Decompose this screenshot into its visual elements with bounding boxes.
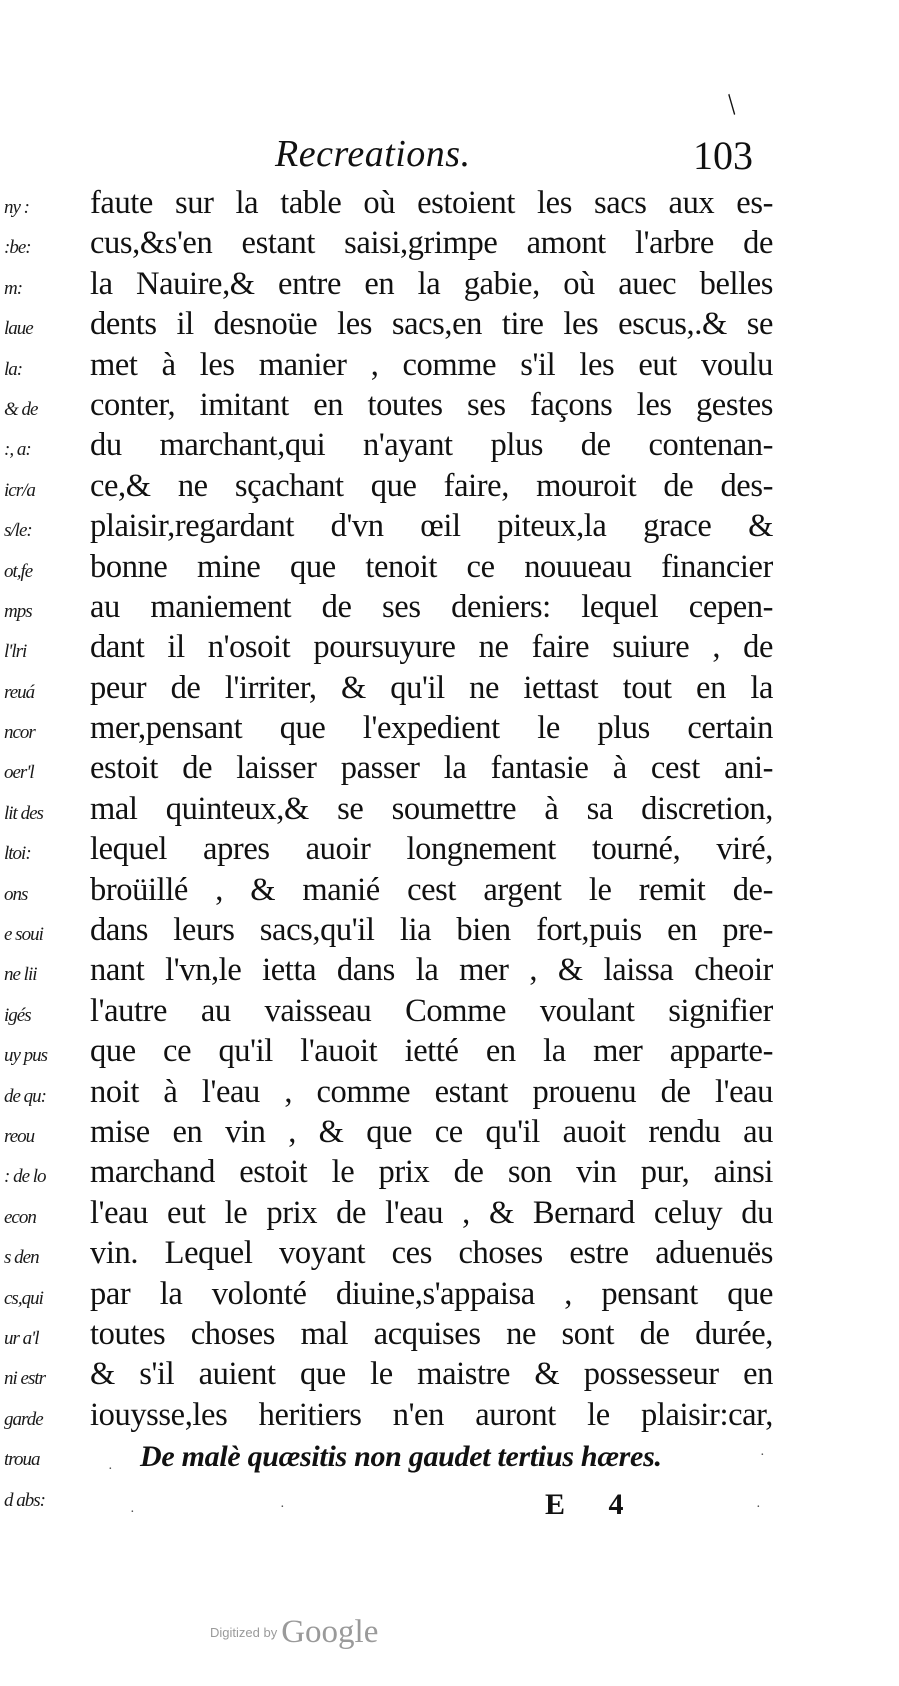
text-line: plaisir,regardant d'vn œil piteux,la grace & [90,508,773,545]
text-line: que ce qu'il l'auoit ietté en la mer apparte- [90,1033,773,1070]
margin-fragment: & de [4,398,38,420]
signature-mark: E 4 [545,1488,642,1521]
text-line: au maniement de ses deniers: lequel cepen- [90,588,773,625]
margin-fragment: s den [4,1247,39,1269]
text-line: la Nauire,& entre en la gabie, où auec belles [90,265,773,302]
text-line: peur de l'irriter, & qu'il ne iettast tout en la [90,669,773,706]
text-line: dans leurs sacs,qu'il lia bien fort,puis en pre- [90,912,773,949]
margin-fragment: ltoi: [4,843,31,865]
text-line: l'eau eut le prix de l'eau , & Bernard celuy du [90,1194,773,1231]
text-line: mer,pensant que l'expedient le plus certain [90,710,773,747]
text-line: par la volonté diuine,s'appaisa , pensant que [90,1275,773,1312]
digitization-watermark [210,1614,378,1651]
text-line: nant l'vn,le ietta dans la mer , & laissa cheoir [90,952,773,989]
text-line: met à les manier , comme s'il les eut voulu [90,346,773,383]
margin-fragment: icr/a [4,479,35,501]
margin-fragment: cs,qui [4,1287,43,1309]
ink-speck: · [108,1462,113,1477]
margin-fragment: la: [4,358,23,380]
text-line: lequel apres auoir longnement tourné, viré, [90,831,773,868]
ink-speck: · [280,1500,285,1515]
text-line: mise en vin , & que ce qu'il auoit rendu au [90,1113,773,1150]
margin-fragment: m: [4,277,23,299]
margin-fragment: ncor [4,722,35,744]
text-line: faute sur la table où estoient les sacs aux es- [90,185,773,221]
watermark-prefix: Digitized by [210,1625,278,1640]
margin-fragment: reuá [4,681,35,703]
margin-fragment: igés [4,1004,31,1026]
margin-fragment: ny : [4,197,30,218]
margin-fragment: ne lii [4,964,37,986]
text-line: ce,& ne sçachant que faire, mouroit de des- [90,467,773,504]
margin-fragment: reou [4,1125,35,1147]
page-number: 103 [693,133,753,178]
latin-quote: De malè quæsitis non gaudet tertius hæres. [140,1440,662,1473]
margin-fragment: d abs: [4,1489,45,1511]
text-line: dents il desnoüe les sacs,en tire les escus,.& se [90,306,773,343]
ink-speck: · [760,1448,765,1463]
text-line: cus,&s'en estant saisi,grimpe amont l'arbre de [90,225,773,262]
text-line: marchand estoit le prix de son vin pur, ainsi [90,1154,773,1191]
margin-fragment: : de lo [4,1166,46,1188]
text-line: conter, imitant en toutes ses façons les gestes [90,386,773,423]
ink-speck: · [130,1505,135,1520]
margin-fragment: ur a'l [4,1327,39,1349]
running-head: Recreations. [275,133,471,175]
text-line: dant il n'osoit poursuyure ne faire suiure , de [90,629,773,666]
text-line: & s'il auient que le maistre & possesseur en [90,1356,773,1393]
text-line: du marchant,qui n'ayant plus de contenan- [90,427,773,464]
margin-fragment: :be: [4,237,31,259]
margin-fragment: e soui [4,924,43,946]
margin-fragment: oer'l [4,762,34,784]
margin-fragment: troua [4,1449,40,1471]
margin-fragment: uy pus [4,1045,48,1067]
margin-fragment: l'lri [4,641,27,663]
margin-fragment: ni estr [4,1368,46,1390]
facing-page-margin [4,188,66,1521]
text-line: mal quinteux,& se soumettre à sa discretion, [90,790,773,827]
text-line: toutes choses mal acquises ne sont de durée, [90,1315,773,1352]
text-line: vin. Lequel voyant ces choses estre aduenuës [90,1235,773,1272]
margin-fragment: ons [4,883,28,905]
margin-fragment: garde [4,1408,43,1430]
margin-fragment: lit des [4,802,43,824]
body-text [90,183,773,1435]
text-line: iouysse,les heritiers n'en auront le plaisir:car, [90,1396,773,1433]
margin-fragment: :, a: [4,439,31,461]
text-line: noit à l'eau , comme estant prouenu de l'eau [90,1073,773,1110]
margin-fragment: econ [4,1206,36,1228]
ink-speck: · [756,1500,761,1515]
margin-fragment: de qu: [4,1085,47,1107]
text-line: bonne mine que tenoit ce nouueau financier [90,548,773,585]
text-line: estoit de laisser passer la fantasie à cest ani- [90,750,773,787]
margin-fragment: laue [4,318,33,340]
margin-fragment: s/le: [4,520,32,542]
watermark-brand: Google [281,1614,379,1650]
corner-mark: / [719,88,745,121]
margin-fragment: mps [4,600,32,622]
text-line: broüillé , & manié cest argent le remit de- [90,871,773,908]
margin-fragment: ot,fe [4,560,33,582]
text-line: l'autre au vaisseau Comme voulant signifier [90,992,773,1029]
